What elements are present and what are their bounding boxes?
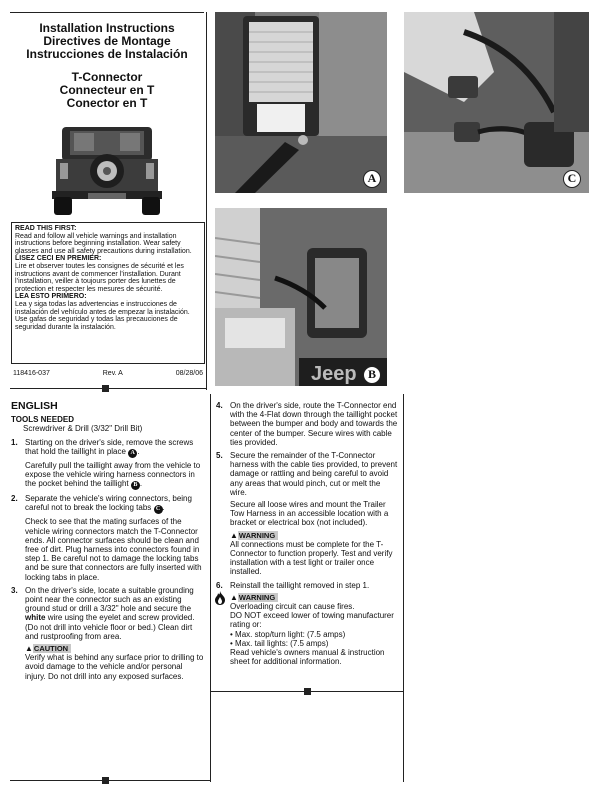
step-number: 4.	[216, 401, 223, 410]
instructions-column-1	[11, 402, 205, 685]
tools-list: Screwdriver & Drill (3/32" Drill Bit)	[23, 424, 143, 434]
step-1: 1. Starting on the driver's side, remove the screws that hold the taillight in place A . Carefully pull the taillight away from the vehicle to expose the vehicle wiring harness connectors in the pocket behind the taillight B .	[11, 437, 201, 489]
left-bottom-rule	[10, 780, 210, 781]
jeep-rear-illustration	[48, 123, 166, 217]
tick-mark	[102, 385, 109, 392]
wire-color: white	[25, 613, 46, 623]
caution-label: CAUTION	[33, 644, 71, 653]
read-first-heading-es: LEA ESTO PRIMERO:	[15, 293, 87, 301]
product-en: T-Connector	[71, 70, 143, 84]
warning-label: WARNING	[238, 593, 278, 602]
step-2-text: Separate the vehicle's wiring connectors, being careful not to break the locking tabs	[25, 494, 192, 513]
read-first-text-fr: Lire et observer toutes les consignes de sécurité et les instructions avant de commencer l’installation. Durant l’installation, veiller à toujours porter des lunettes de protection et respecter les mesures de sécurité.	[15, 262, 184, 293]
warning-line: Overloading circuit can cause fires.	[230, 602, 355, 612]
step-1-text: Starting on the driver's side, remove the screws that hold the taillight in place	[25, 437, 194, 456]
tick-mark	[102, 777, 109, 784]
read-first-heading-en: READ THIS FIRST:	[15, 225, 77, 232]
warning-line: DO NOT exceed lower of towing manufacturer rating or:	[230, 611, 394, 630]
warning-text: All connections must be complete for the T-Connector to function properly. Test and verify installation with a test light or trailer once installed.	[230, 539, 393, 577]
step-1-detail: Carefully pull the taillight away from the vehicle to expose the vehicle wiring harness connectors in the pocket behind the taillight	[25, 460, 201, 489]
read-first-heading-fr: LISEZ CECI EN PREMIER:	[15, 255, 102, 263]
svg-text:Jeep: Jeep	[311, 363, 357, 385]
step-3-text: On the driver's side, locate a suitable grounding point near the connector such as an existing ground stud or drill a 3/32" hole and secure the	[25, 585, 194, 614]
step-number: 1.	[11, 437, 18, 447]
title-es: Instrucciones de Instalación	[26, 47, 188, 61]
warning-triangle-icon: ▲	[230, 530, 238, 540]
photo-b	[215, 208, 387, 386]
instructions-column-2	[216, 401, 398, 670]
product-es: Conector en T	[66, 96, 148, 110]
document-footer	[13, 370, 203, 377]
step-2: 2. Separate the vehicle's wiring connectors, being careful not to break the locking tabs C . Check to see that the mating surfaces of the vehicle wiring connectors match the T-Connector ends. All connector surfaces should be clean and free of dirt. Plug harness into connectors found in step 1. Be careful not to damage the locking tabs and be sure that connectors are fully inserted with locking tabs in place.	[11, 494, 205, 582]
photo-c-label: C	[563, 170, 581, 188]
tick-mark	[304, 688, 311, 695]
revision: Rev. A	[102, 370, 123, 377]
step-5-detail: Secure all loose wires and mount the Trailer Tow Harness in an accessible location with a bracket or electrical box (not included).	[230, 500, 389, 528]
warning-triangle-icon: ▲	[230, 592, 238, 602]
figure-ref-a-icon: A	[128, 449, 137, 458]
middle-column-rule	[210, 394, 211, 782]
tools-heading: TOOLS NEEDED	[11, 415, 74, 425]
read-first-text-en: Read and follow all vehicle warnings and installation instructions before beginning installation. Wear safety glasses and use all safety precautions during installation.	[15, 232, 192, 255]
title-en: Installation Instructions	[39, 21, 175, 35]
step-number: 5.	[216, 451, 223, 461]
step-6	[216, 581, 398, 667]
caution-text: Verify what is behind any surface prior to drilling to avoid damage to the vehicle and/or personal injury. Do not drill into any exposed surfaces.	[25, 653, 204, 681]
read-first-box	[11, 222, 205, 364]
warning-line: • Max. stop/turn light: (7.5 amps)	[230, 629, 346, 639]
step-4-text: On the driver's side, route the T-Connector end with the 4-Flat down through the taillight pocket between the bumper and body and towards the center of the bumper. Secure wires with cable ties provided.	[230, 401, 398, 447]
warning-line: Read vehicle's owners manual & instruction sheet for additional information.	[230, 648, 385, 667]
step-5	[216, 451, 398, 577]
photo-a	[215, 12, 387, 193]
step-3-text-cont: wire using the eyelet and screw provided. (Do not drill into vehicle floor or bed.) Clean dirt and rustproofing from area.	[25, 613, 195, 641]
step-number: 3.	[11, 585, 18, 595]
part-number: 118416-037	[13, 370, 50, 377]
fire-icon	[214, 591, 226, 605]
step-number: 2.	[11, 494, 18, 504]
warning-triangle-icon: ▲	[25, 644, 33, 654]
step-4	[216, 401, 398, 447]
product-fr: Connecteur en T	[59, 83, 155, 97]
step-6-text: Reinstall the taillight removed in step 1.	[230, 580, 370, 590]
title-fr: Directives de Montage	[43, 34, 171, 48]
warning-line: • Max. tail lights: (7.5 amps)	[230, 638, 329, 648]
title-block	[10, 22, 204, 110]
right-column-rule	[403, 394, 404, 782]
left-panel-divider	[206, 12, 207, 390]
date: 08/28/06	[175, 370, 203, 377]
step-5-text: Secure the remainder of the T-Connector harness with the cable ties provided, to prevent damage or rattling and being careful to avoid any areas that would pinch, cut or melt the wire.	[230, 451, 398, 497]
warning-label: WARNING	[238, 531, 278, 540]
language-heading: ENGLISH	[11, 400, 58, 412]
photo-b-label: B	[363, 366, 381, 384]
top-left-rule	[10, 12, 204, 13]
figure-ref-b-icon: B	[131, 481, 140, 490]
step-2-detail: Check to see that the mating surfaces of the vehicle wiring connectors match the T-Connector ends. All connector surfaces should be clean and free of dirt. Plug harness into connectors found in step 1. Be careful not to damage the locking tabs and be sure that connectors are fully inserted with locking tabs in place.	[25, 517, 202, 582]
photo-a-label: A	[363, 170, 381, 188]
step-number: 6.	[216, 580, 223, 590]
photo-c	[404, 12, 589, 193]
figure-ref-c-icon: C	[154, 505, 163, 514]
step-3	[11, 586, 205, 681]
read-first-text-es: Lea y siga todas las advertencias e instrucciones de instalación del vehículo antes de empezar la instalación. Use gafas de seguridad y todas las precauciones de seguridad durante la instalación.	[15, 300, 190, 331]
